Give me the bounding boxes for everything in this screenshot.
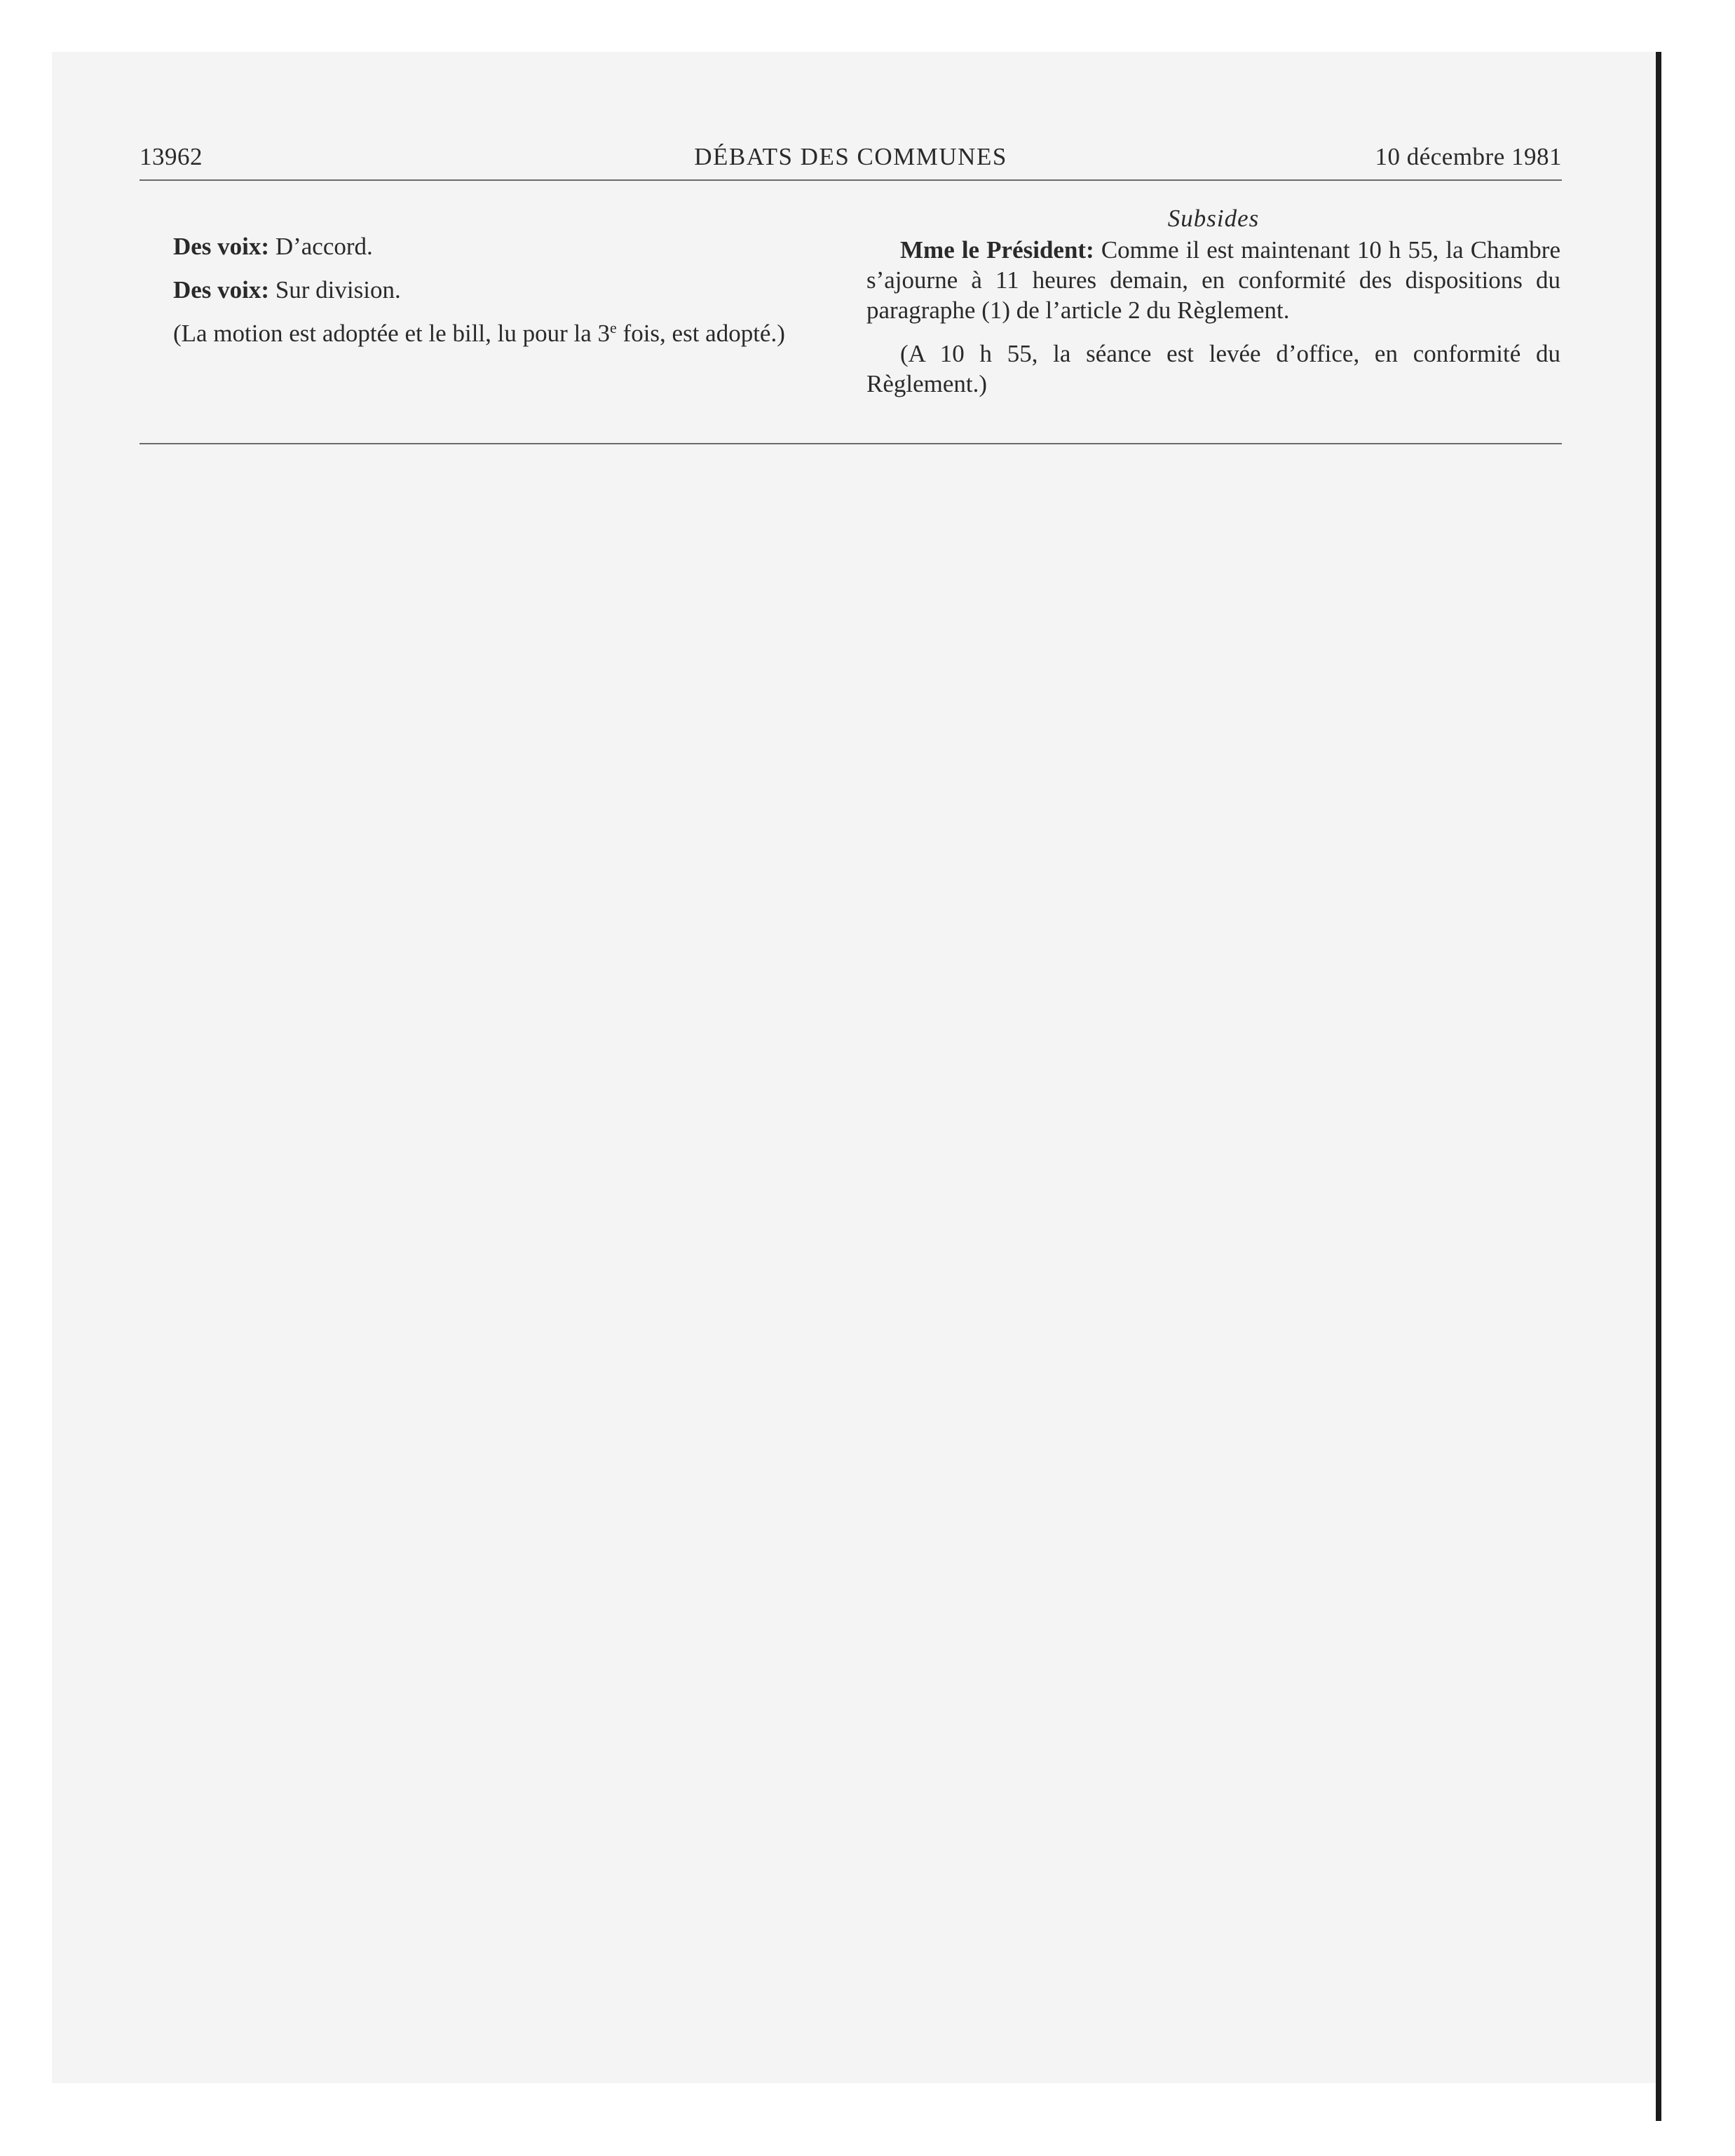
paragraph: [866, 235, 1560, 325]
speaker-name: Des voix:: [173, 276, 270, 303]
header-rule: [140, 179, 1562, 181]
speech-text: Comme il est maintenant 10 h 55, la Chambre s’ajourne à 11 heures demain, en conformité des dispositions du paragraphe (1) de l’article 2 du Règlement.: [866, 236, 1560, 324]
note-text: (A 10 h 55, la séance est levée d’office, en conformité du Règlement.): [866, 340, 1560, 397]
section-subheading: Subsides: [1167, 205, 1260, 232]
page-number: 13962: [140, 143, 203, 170]
scan-edge-shadow: [1656, 52, 1661, 2121]
running-header: [140, 143, 1562, 179]
note-text: (La motion est adoptée et le bill, lu pour la 3: [173, 320, 611, 347]
paragraph: [140, 231, 834, 261]
speech-text: Sur division.: [269, 276, 401, 303]
procedural-note: [140, 318, 834, 348]
note-text-end: fois, est adopté.): [616, 320, 785, 347]
left-column: [140, 231, 834, 362]
publication-title: DÉBATS DES COMMUNES: [694, 143, 1007, 170]
speaker-name: Des voix:: [173, 233, 270, 260]
paragraph: [140, 275, 834, 305]
procedural-note: [866, 339, 1560, 399]
right-column: [866, 203, 1560, 412]
speech-text: D’accord.: [269, 233, 373, 260]
speaker-name: Mme le Président:: [900, 236, 1094, 264]
ordinal-superscript: e: [610, 319, 617, 336]
header-date: 10 décembre 1981: [1375, 143, 1562, 170]
end-rule: [140, 443, 1562, 444]
